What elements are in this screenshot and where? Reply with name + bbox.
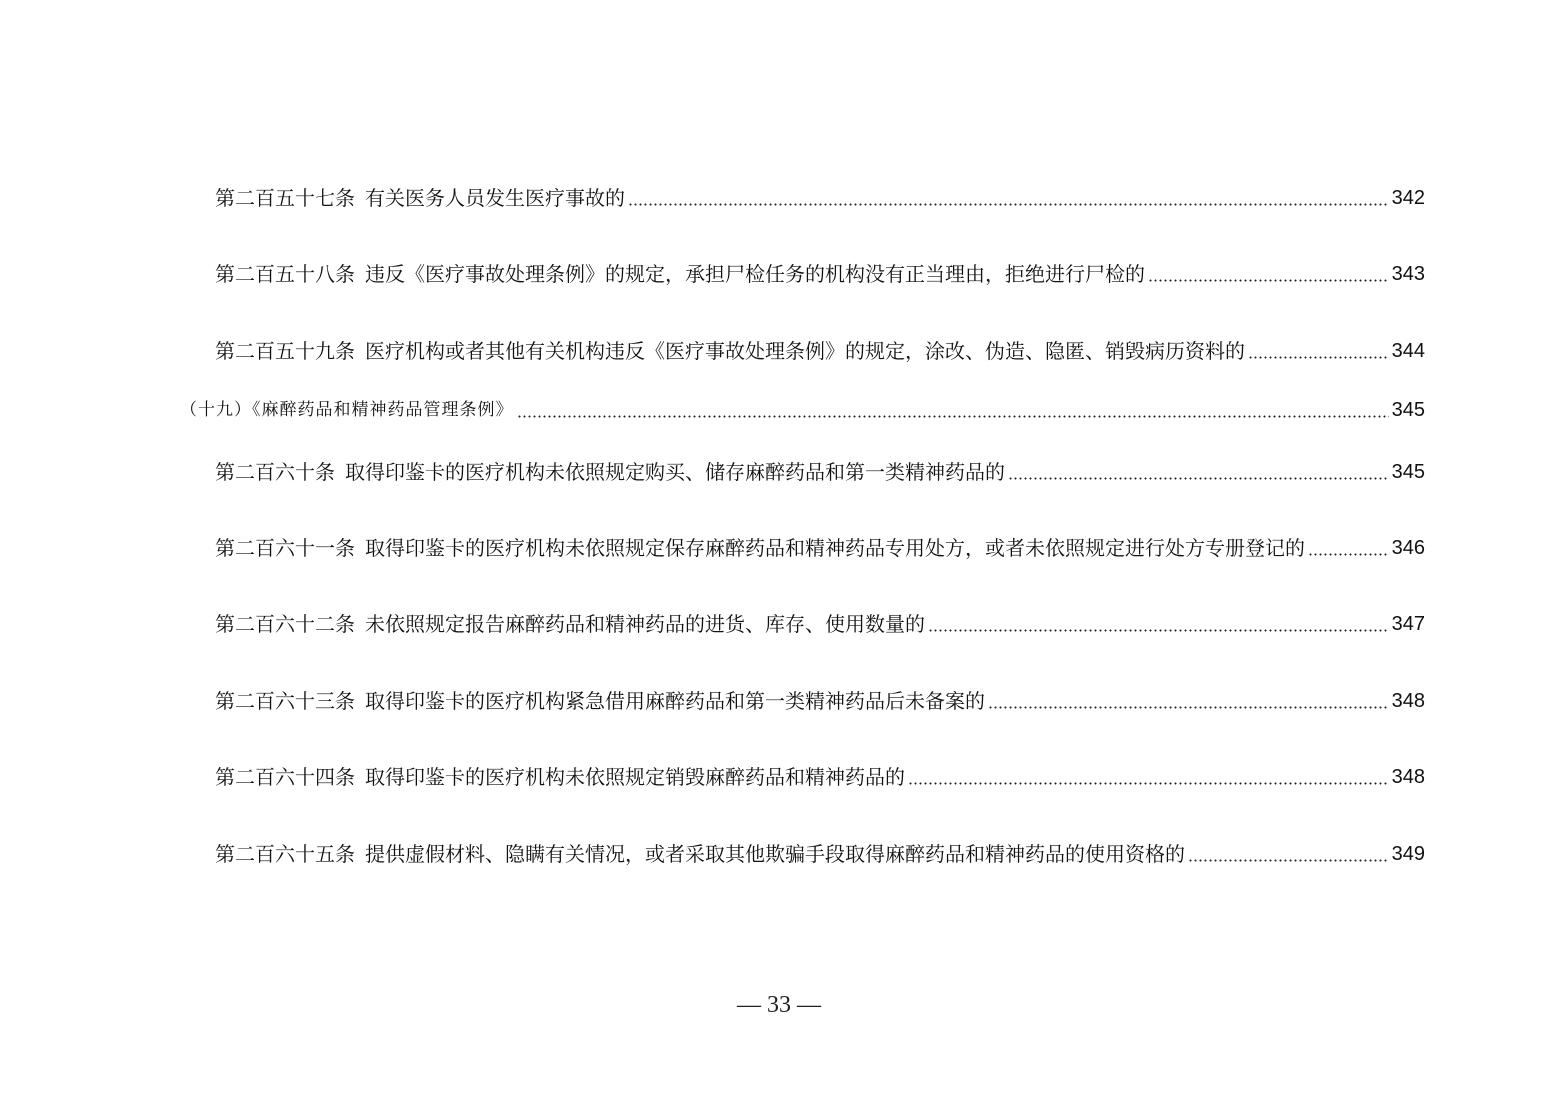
article-number: 第二百六十条 <box>215 460 335 484</box>
page-number: 345 <box>1391 461 1425 483</box>
dot-leader <box>928 629 1389 632</box>
article-number: 第二百六十二条 <box>215 612 355 636</box>
dot-leader <box>1148 279 1389 282</box>
article-number: 第二百五十八条 <box>215 262 355 286</box>
toc-entry[interactable] <box>215 760 1425 790</box>
dot-leader <box>517 415 1389 418</box>
page-number: 344 <box>1391 340 1425 362</box>
entry-title: 取得印鉴卡的医疗机构未依照规定销毁麻醉药品和精神药品的 <box>365 765 905 789</box>
article-number: 第二百六十五条 <box>215 842 355 866</box>
dot-leader <box>908 782 1389 785</box>
page-number: 343 <box>1391 263 1425 285</box>
entry-title: 未依照规定报告麻醉药品和精神药品的进货、库存、使用数量的 <box>365 612 925 636</box>
entry-title: 取得印鉴卡的医疗机构紧急借用麻醉药品和第一类精神药品后未备案的 <box>365 689 985 713</box>
dot-leader <box>988 706 1389 709</box>
page-number: 346 <box>1391 537 1425 559</box>
dot-leader <box>628 203 1389 206</box>
dot-leader <box>1308 553 1389 556</box>
entry-title: 有关医务人员发生医疗事故的 <box>365 186 625 210</box>
entry-title: 取得印鉴卡的医疗机构未依照规定保存麻醉药品和精神药品专用处方，或者未依照规定进行处方专册登记的 <box>365 536 1305 560</box>
toc-entry[interactable] <box>215 684 1425 714</box>
entry-title: 提供虚假材料、隐瞒有关情况，或者采取其他欺骗手段取得麻醉药品和精神药品的使用资格的 <box>365 842 1185 866</box>
section-title: （十九）《麻醉药品和精神药品管理条例》 <box>180 400 514 420</box>
entry-title: 取得印鉴卡的医疗机构未依照规定购买、储存麻醉药品和第一类精神药品的 <box>345 460 1005 484</box>
toc-section-entry[interactable] <box>180 393 1425 423</box>
page-number: 348 <box>1391 766 1425 788</box>
page-number: 342 <box>1391 187 1425 209</box>
entry-title: 违反《医疗事故处理条例》的规定，承担尸检任务的机构没有正当理由，拒绝进行尸检的 <box>365 262 1145 286</box>
dot-leader <box>1248 356 1389 359</box>
toc-entry[interactable] <box>215 257 1425 287</box>
page-footer-number: — 33 — <box>737 992 821 1018</box>
dot-leader <box>1188 859 1389 862</box>
dot-leader <box>1008 477 1389 480</box>
page-number: 349 <box>1391 843 1425 865</box>
article-number: 第二百六十四条 <box>215 765 355 789</box>
toc-entry[interactable] <box>215 837 1425 867</box>
article-number: 第二百六十三条 <box>215 689 355 713</box>
toc-entry[interactable] <box>215 531 1425 561</box>
article-number: 第二百五十七条 <box>215 186 355 210</box>
page-number: 348 <box>1391 690 1425 712</box>
toc-entry[interactable] <box>215 181 1425 211</box>
article-number: 第二百六十一条 <box>215 536 355 560</box>
toc-entry[interactable] <box>215 334 1425 364</box>
article-number: 第二百五十九条 <box>215 339 355 363</box>
toc-entry[interactable] <box>215 455 1425 485</box>
toc-entry[interactable] <box>215 607 1425 637</box>
page-number: 347 <box>1391 613 1425 635</box>
page-number: 345 <box>1391 399 1425 421</box>
entry-title: 医疗机构或者其他有关机构违反《医疗事故处理条例》的规定，涂改、伪造、隐匿、销毁病历资料的 <box>365 339 1245 363</box>
